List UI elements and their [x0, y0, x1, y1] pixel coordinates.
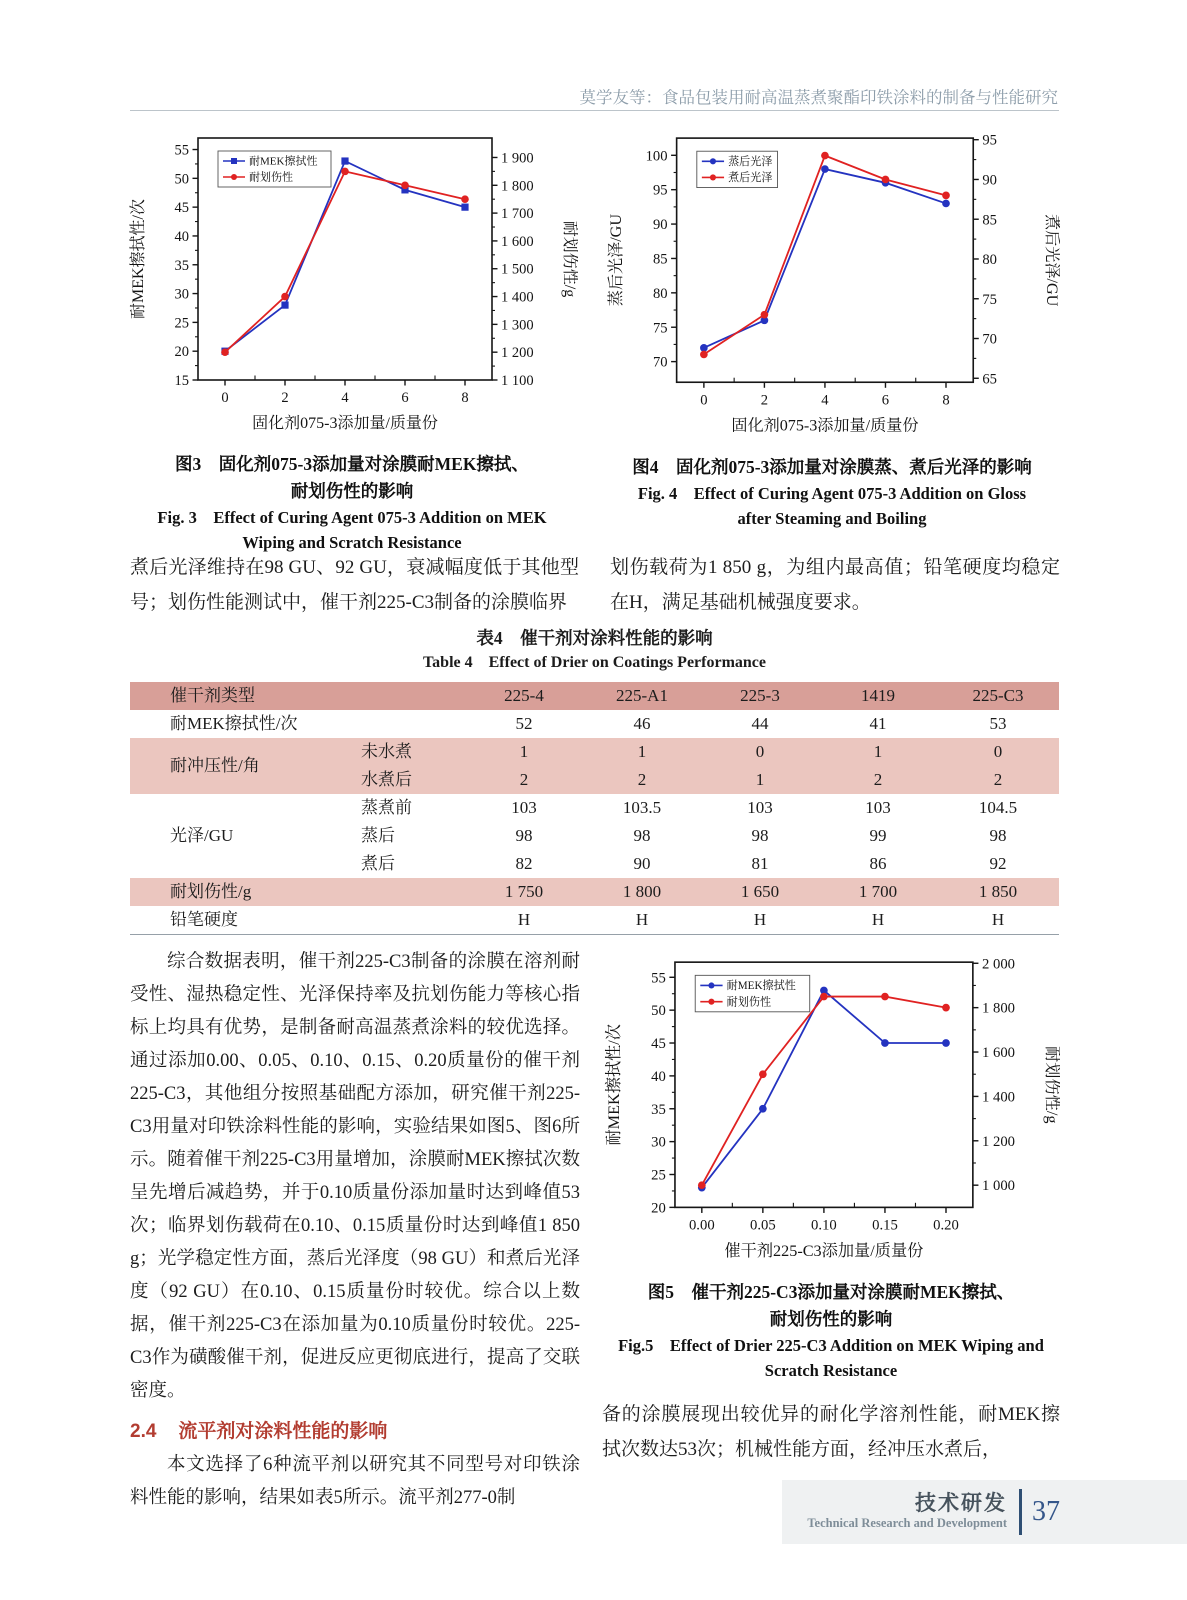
table-row	[130, 710, 1059, 738]
svg-text:2: 2	[281, 390, 289, 406]
page-number: 37	[1032, 1496, 1060, 1527]
svg-text:1 600: 1 600	[981, 1045, 1016, 1062]
footer-section-en: Technical Research and Development	[807, 1516, 1007, 1530]
table-cell: H	[465, 906, 583, 935]
table-cell: 98	[989, 826, 1007, 845]
table-cell: 光泽/GU	[170, 826, 234, 845]
table4	[130, 682, 1059, 935]
table-cell: 蒸煮前	[361, 798, 412, 817]
svg-text:煮后光泽: 煮后光泽	[728, 172, 773, 185]
svg-text:65: 65	[982, 371, 997, 388]
svg-text:0.10: 0.10	[811, 1217, 837, 1234]
svg-text:20: 20	[651, 1200, 666, 1217]
table-cell: 99	[869, 826, 887, 845]
svg-text:1 800: 1 800	[501, 178, 534, 195]
svg-text:6: 6	[881, 392, 890, 409]
svg-text:30: 30	[174, 286, 189, 303]
svg-text:15: 15	[174, 373, 189, 389]
svg-text:1 300: 1 300	[501, 317, 534, 334]
table-cell: 225-A1	[583, 682, 701, 710]
svg-text:75: 75	[652, 320, 668, 337]
svg-text:2 000: 2 000	[981, 956, 1016, 973]
table-cell: 0	[937, 738, 1059, 766]
svg-text:40: 40	[651, 1068, 666, 1085]
table-cell: 53	[989, 714, 1007, 733]
svg-text:1 900: 1 900	[501, 150, 534, 167]
svg-text:50: 50	[174, 171, 189, 188]
table-cell: 耐冲压性/角	[130, 738, 355, 794]
paragraph-right-bottom: 备的涂膜展现出较优异的耐化学溶剂性能，耐MEK擦拭次数达53次；机械性能方面，经冲压水煮后，	[602, 1404, 1060, 1461]
svg-text:30: 30	[651, 1134, 666, 1151]
table-cell: 1	[701, 766, 819, 794]
svg-text:45: 45	[174, 200, 189, 217]
table-cell: 104.5	[978, 798, 1018, 817]
paragraph-left-bottom: 本文选择了6种流平剂以研究其不同型号对印铁涂料性能的影响，结果如表5所示。流平剂277-0制	[130, 1455, 580, 1508]
svg-text:耐MEK擦拭性: 耐MEK擦拭性	[726, 980, 796, 993]
table-cell: 98	[633, 826, 651, 845]
svg-text:0.00: 0.00	[688, 1217, 715, 1234]
svg-text:100: 100	[645, 148, 668, 165]
svg-text:1 700: 1 700	[501, 206, 534, 223]
svg-text:85: 85	[652, 251, 668, 268]
table-cell: 1419	[819, 682, 937, 710]
svg-text:35: 35	[651, 1101, 666, 1118]
table-cell: 225-3	[701, 682, 819, 710]
figure3-caption-en-line2: Wiping and Scratch Resistance	[242, 533, 462, 552]
table-cell: 未水煮	[355, 738, 465, 766]
svg-text:0.05: 0.05	[750, 1217, 776, 1234]
svg-text:2: 2	[760, 392, 769, 409]
table-cell: 1 800	[583, 878, 701, 906]
svg-text:耐划伤性/g: 耐划伤性/g	[1042, 1046, 1060, 1124]
table-cell: 44	[751, 714, 769, 733]
table-row	[130, 738, 1059, 766]
table-cell: 2	[937, 766, 1059, 794]
table-cell: 铅笔硬度	[130, 906, 465, 935]
svg-text:固化剂075-3添加量/质量份: 固化剂075-3添加量/质量份	[252, 415, 438, 432]
header-rule	[130, 110, 1059, 111]
svg-text:45: 45	[651, 1036, 666, 1053]
svg-text:55: 55	[651, 970, 666, 987]
svg-text:0.20: 0.20	[933, 1217, 959, 1234]
figure-3	[126, 126, 578, 555]
left-column	[130, 946, 580, 1515]
svg-text:40: 40	[174, 228, 189, 245]
table-cell: 92	[989, 854, 1007, 873]
table4-title-cn: 表4 催干剂对涂料性能的影响	[476, 628, 713, 648]
svg-text:耐MEK擦拭性: 耐MEK擦拭性	[249, 155, 318, 168]
figure5-caption	[602, 1279, 1060, 1383]
table-cell: 蒸后	[361, 826, 395, 845]
table-cell: 耐MEK擦拭性/次	[170, 714, 298, 733]
figure4-caption-en-line1: Fig. 4 Effect of Curing Agent 075-3 Addition on Gloss	[637, 483, 1027, 503]
table-cell: 98	[515, 826, 533, 845]
table4-block	[130, 626, 1059, 935]
running-title: 莫学友等：食品包装用耐高温蒸煮聚酯印铁涂料的制备与性能研究	[579, 89, 1058, 107]
table-row	[130, 794, 1059, 822]
svg-text:1 400: 1 400	[981, 1089, 1016, 1106]
table-cell: 103	[511, 798, 537, 817]
table-cell: H	[583, 906, 701, 935]
figure5-caption-en-line2: Scratch Resistance	[764, 1361, 898, 1381]
table-cell: 1 650	[701, 878, 819, 906]
svg-text:85: 85	[982, 212, 997, 229]
table-cell: 煮后	[361, 854, 395, 873]
figure5-chart	[602, 950, 1060, 1277]
paragraph-main-left: 综合数据表明，催干剂225-C3制备的涂膜在溶剂耐受性、湿热稳定性、光泽保持率及抗划伤能力等核心指标上均具有优势，是制备耐高温蒸煮涂料的较优选择。通过添加0.00、0.05、0.10、0.15、0.20质量份的催干剂225-C3，其他组分按照基础配方添加，研究催干剂225-C3用量对印铁涂料性能的影响，实验结果如图5、图6所示。随着催干剂225-C3用量增加，涂膜耐MEK擦拭次数呈先增后减趋势，并于0.10质量份添加量时达到峰值53次；临界划伤载荷在0.10、0.15质量份时达到峰值1 850 g；光学稳定性方面，蒸后光泽度（98 GU）和煮后光泽度（92 GU）在0.10、0.15质量份时较优。综合以上数据，催干剂225-C3在添加量为0.10质量份时较优。225-C3作为磺酸催干剂，促进反应更彻底进行，提高了交联密度。	[130, 952, 580, 1401]
paragraph-right-top: 划伤载荷为1 850 g，为组内最高值；铅笔硬度均稳定在H，满足基础机械强度要求。	[610, 557, 1060, 613]
svg-text:80: 80	[982, 252, 997, 269]
svg-text:70: 70	[982, 331, 997, 348]
table-row	[130, 906, 1059, 935]
svg-text:蒸后光泽/GU: 蒸后光泽/GU	[608, 214, 626, 307]
svg-text:8: 8	[942, 392, 950, 409]
svg-text:1 000: 1 000	[981, 1178, 1016, 1195]
figure5-caption-en-line1: Fig.5 Effect of Drier 225-C3 Addition on MEK Wiping and	[618, 1336, 1044, 1356]
table-cell: H	[937, 906, 1059, 935]
table-cell: 催干剂类型	[130, 682, 465, 710]
figure4-svg	[604, 126, 1060, 447]
svg-text:20: 20	[174, 344, 189, 361]
table-cell: 90	[633, 854, 651, 873]
svg-text:耐MEK擦拭性/次: 耐MEK擦拭性/次	[130, 198, 147, 320]
svg-text:4: 4	[821, 392, 829, 409]
svg-text:1 200: 1 200	[501, 345, 534, 362]
footer-section	[807, 1493, 1007, 1531]
footer-divider	[1019, 1489, 1022, 1535]
svg-text:耐划伤性/g: 耐划伤性/g	[561, 220, 578, 298]
table4-title-en: Table 4 Effect of Drier on Coatings Performance	[422, 654, 767, 671]
figure3-caption-cn-line2: 耐划伤性的影响	[290, 481, 414, 501]
svg-text:95: 95	[652, 182, 668, 199]
figure5-caption-cn-line1: 图5 催干剂225-C3添加量对涂膜耐MEK擦拭、	[647, 1282, 1015, 1303]
figure4-caption-cn-line1: 图4 固化剂075-3添加量对涂膜蒸、煮后光泽的影响	[632, 456, 1032, 477]
svg-text:煮后光泽/GU: 煮后光泽/GU	[1042, 214, 1060, 307]
table-cell: 46	[633, 714, 651, 733]
table-cell: 1 700	[819, 878, 937, 906]
figure3-caption	[126, 451, 578, 555]
svg-text:90: 90	[982, 172, 997, 189]
svg-text:80: 80	[652, 285, 668, 302]
svg-text:耐划伤性: 耐划伤性	[726, 996, 772, 1009]
table-cell: 1 850	[937, 878, 1059, 906]
table-cell: H	[701, 906, 819, 935]
table-cell: 0	[701, 738, 819, 766]
table-cell: 225-C3	[937, 682, 1059, 710]
paragraph-left-top: 煮后光泽维持在98 GU、92 GU，衰减幅度低于其他型号；划伤性能测试中，催干剂225-C3制备的涂膜临界	[130, 557, 579, 613]
table-cell: 98	[751, 826, 769, 845]
svg-text:耐划伤性: 耐划伤性	[249, 171, 293, 184]
table-cell: 103	[865, 798, 891, 817]
svg-text:固化剂075-3添加量/质量份: 固化剂075-3添加量/质量份	[731, 417, 919, 435]
figure3-chart	[126, 126, 578, 449]
table-cell: 1	[819, 738, 937, 766]
figure-5	[602, 950, 1060, 1383]
svg-text:8: 8	[461, 390, 469, 406]
svg-text:95: 95	[982, 132, 997, 149]
table-cell: 1 750	[465, 878, 583, 906]
svg-text:4: 4	[341, 390, 349, 406]
svg-text:蒸后光泽: 蒸后光泽	[728, 155, 773, 168]
svg-text:0: 0	[221, 390, 229, 406]
svg-text:1 500: 1 500	[501, 261, 534, 278]
table-cell: 水煮后	[355, 766, 465, 794]
section-number: 2.4	[130, 1421, 157, 1442]
right-column	[602, 950, 1060, 1486]
figure5-caption-cn-line2: 耐划伤性的影响	[769, 1309, 893, 1330]
table-cell: 103	[747, 798, 773, 817]
table-row-header	[130, 682, 1059, 710]
table-cell: 耐划伤性/g	[130, 878, 465, 906]
table-row	[130, 878, 1059, 906]
figure-4	[604, 126, 1060, 531]
footer-section-cn: 技术研发	[915, 1492, 1007, 1515]
table-cell: 225-4	[465, 682, 583, 710]
svg-text:25: 25	[651, 1167, 666, 1184]
table-cell: 2	[465, 766, 583, 794]
figure4-chart	[604, 126, 1060, 452]
table-cell: 103.5	[622, 798, 662, 817]
table-cell: 2	[583, 766, 701, 794]
table-cell: 81	[751, 854, 769, 873]
table-cell: 86	[869, 854, 887, 873]
svg-text:25: 25	[174, 315, 189, 332]
table-cell: 41	[869, 714, 887, 733]
svg-text:0.15: 0.15	[872, 1217, 898, 1234]
table-cell: 52	[515, 714, 533, 733]
section-title: 流平剂对涂料性能的影响	[178, 1421, 388, 1442]
section-heading-2-4	[130, 1416, 580, 1443]
svg-text:90: 90	[652, 217, 668, 234]
svg-text:1 400: 1 400	[501, 289, 534, 306]
svg-text:耐MEK擦拭性/次: 耐MEK擦拭性/次	[605, 1023, 624, 1146]
figure3-caption-en-line1: Fig. 3 Effect of Curing Agent 075-3 Addition on MEK	[157, 508, 547, 527]
svg-text:70: 70	[652, 354, 668, 371]
table-cell: 2	[819, 766, 937, 794]
svg-text:55: 55	[174, 142, 189, 159]
table-cell: H	[819, 906, 937, 935]
figure3-caption-cn-line1: 图3 固化剂075-3添加量对涂膜耐MEK擦拭、	[175, 454, 529, 474]
svg-text:催干剂225-C3添加量/质量份: 催干剂225-C3添加量/质量份	[724, 1242, 924, 1261]
svg-text:1 100: 1 100	[501, 373, 534, 389]
svg-text:50: 50	[651, 1003, 666, 1020]
figure4-caption	[604, 454, 1060, 531]
figure5-svg	[602, 950, 1060, 1272]
svg-text:1 200: 1 200	[981, 1133, 1016, 1150]
figure4-caption-en-line2: after Steaming and Boiling	[737, 508, 927, 528]
table-cell: 82	[515, 854, 533, 873]
svg-text:35: 35	[174, 257, 189, 274]
svg-text:1 600: 1 600	[501, 233, 534, 250]
svg-text:1 800: 1 800	[981, 1000, 1016, 1017]
svg-text:75: 75	[982, 291, 997, 308]
table-cell: 1	[583, 738, 701, 766]
svg-text:6: 6	[401, 390, 409, 406]
figure3-svg	[126, 126, 578, 444]
table-cell: 1	[465, 738, 583, 766]
footer-band	[782, 1480, 1187, 1544]
svg-text:0: 0	[700, 392, 708, 409]
